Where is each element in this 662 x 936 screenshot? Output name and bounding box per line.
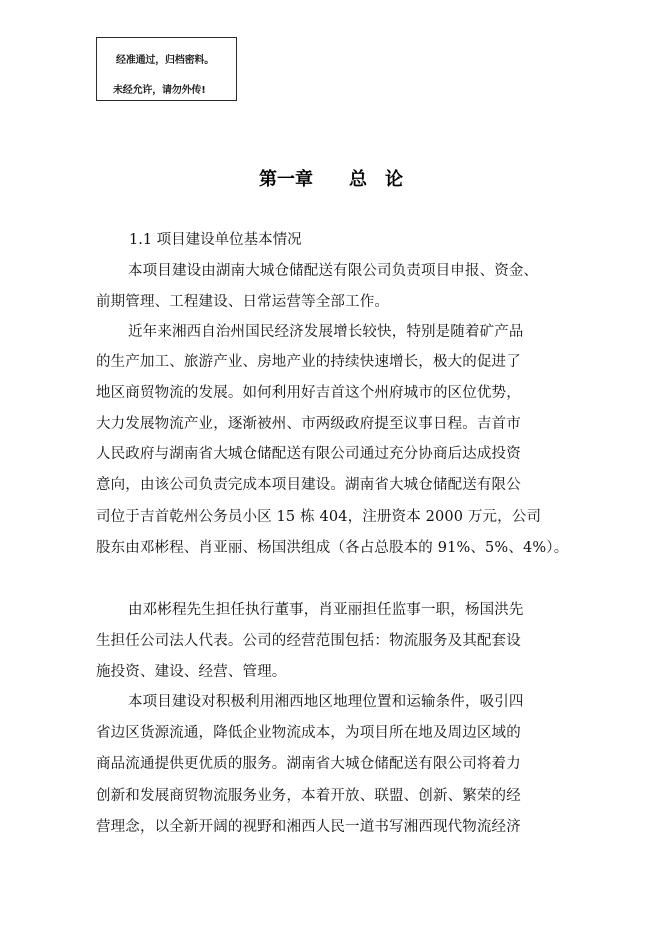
- text-line: 地区商贸物流的发展。如何利用好吉首这个州府城市的区位优势，: [96, 385, 521, 401]
- text-line: 意向，由该公司负责完成本项目建设。湖南省大城仓储配送有限公: [96, 477, 521, 493]
- text-line: 近年来湘西自治州国民经济发展增长较快，特别是随着矿产品: [128, 324, 524, 340]
- text-line: 商品流通提供更优质的服务。湖南省大城仓储配送有限公司将着力: [96, 756, 521, 772]
- text-line: 营理念，以全新开阔的视野和湘西人民一道书写湘西现代物流经济: [96, 819, 521, 835]
- text-line: 前期管理、工程建设、日常运营等全部工作。: [96, 294, 389, 310]
- text-line: 创新和发展商贸物流服务业务，本着开放、联盟、创新、繁荣的经: [96, 788, 521, 804]
- text-line: 生担任公司法人代表。公司的经营范围包括：物流服务及其配套设: [96, 633, 521, 649]
- text-line: 省边区货源流通，降低企业物流成本，为项目所在地及周边区域的: [96, 725, 521, 741]
- text-line: 本项目建设对积极利用湘西地区地理位置和运输条件，吸引四: [128, 694, 524, 710]
- text-line: 司位于吉首乾州公务员小区 15 栋 404，注册资本 2000 万元，公司: [96, 509, 542, 525]
- approval-stamp-box: [96, 37, 237, 101]
- chapter-name: 总 论: [349, 169, 403, 190]
- section-heading: 1.1 项目建设单位基本情况: [129, 232, 302, 248]
- text-line: 的生产加工、旅游产业、房地产业的持续快速增长，极大的促进了: [96, 354, 521, 370]
- text-line: 由邓彬程先生担任执行董事，肖亚丽担任监事一职，杨国洪先: [128, 602, 524, 618]
- text-line: 施投资、建设、经营、管理。: [96, 664, 287, 680]
- chapter-title: [0, 165, 662, 191]
- stamp-line-2: 未经允许，请勿外传!: [113, 85, 206, 96]
- text-line: 股东由邓彬程、肖亚丽、杨国洪组成（各占总股本的 91%、5%、4%）。: [96, 540, 569, 556]
- chapter-number: 第一章: [259, 169, 313, 190]
- stamp-line-1: 经准通过，归档密料。: [116, 55, 214, 66]
- text-line: 本项目建设由湖南大城仓储配送有限公司负责项目申报、资金、: [128, 263, 539, 279]
- text-line: 人民政府与湖南省大城仓储配送有限公司通过充分协商后达成投资: [96, 446, 521, 462]
- text-line: 大力发展物流产业，逐渐被州、市两级政府提至议事日程。吉首市: [96, 416, 521, 432]
